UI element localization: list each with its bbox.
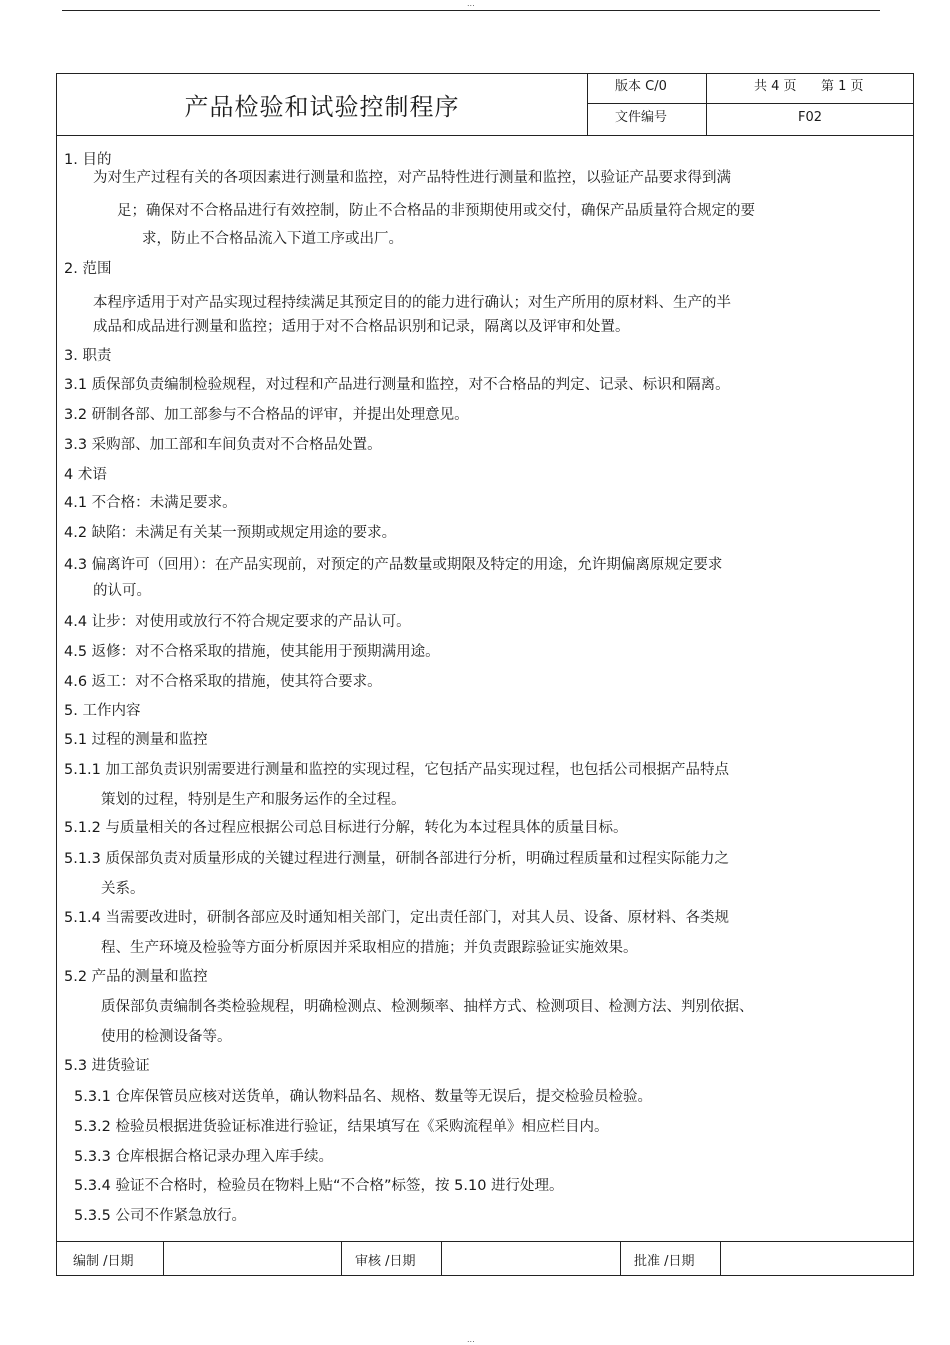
- body-line: 质保部负责编制各类检验规程，明确检测点、检测频率、抽样方式、检测项目、检测方法、判别依据、: [101, 999, 754, 1015]
- body-line: 4.3 偏离许可（回用）：在产品实现前，对预定的产品数量或期限及特定的用途，允许期偏离原规定要求: [64, 557, 723, 573]
- page-current: 第 1 页: [821, 79, 864, 94]
- document-title: 产品检验和试验控制程序: [184, 93, 460, 121]
- body-line: 5. 工作内容: [64, 703, 141, 719]
- top-page-marker: ...: [467, 0, 475, 8]
- header-bottom-rule: [57, 135, 914, 136]
- body-line: 5.1 过程的测量和监控: [64, 732, 208, 748]
- document-frame: [56, 73, 914, 1276]
- body-line: 4.4 让步：对使用或放行不符合规定要求的产品认可。: [64, 614, 411, 630]
- body-line: 程、生产环境及检验等方面分析原因并采取相应的措施；并负责跟踪验证实施效果。: [101, 940, 638, 956]
- body-line: 3.1 质保部负责编制检验规程，对过程和产品进行测量和监控，对不合格品的判定、记录、标识和隔离。: [64, 377, 730, 393]
- footer-divider: [441, 1241, 442, 1276]
- top-rule: [62, 10, 880, 11]
- body-line: 5.2 产品的测量和监控: [64, 969, 208, 985]
- bottom-page-marker: ...: [467, 1335, 475, 1344]
- body-line: 足；确保对不合格品进行有效控制，防止不合格品的非预期使用或交付，确保产品质量符合规定的要: [117, 203, 755, 219]
- body-line: 3.3 采购部、加工部和车间负责对不合格品处置。: [64, 437, 382, 453]
- body-line: 求，防止不合格品流入下道工序或出厂。: [142, 231, 403, 247]
- body-line: 成品和成品进行测量和监控；适用于对不合格品识别和记录，隔离以及评审和处置。: [93, 319, 630, 335]
- body-line: 为对生产过程有关的各项因素进行测量和监控，对产品特性进行测量和监控，以验证产品要求得到满: [93, 170, 731, 186]
- doc-number-value: F02: [798, 110, 823, 125]
- header-divider: [706, 74, 707, 135]
- footer-divider: [620, 1241, 621, 1276]
- footer-top-rule: [57, 1241, 914, 1242]
- body-line: 5.3.3 仓库根据合格记录办理入库手续。: [74, 1149, 334, 1165]
- version-label: 版本 C/0: [615, 79, 667, 94]
- body-line: 2. 范围: [64, 261, 112, 277]
- footer-divider: [163, 1241, 164, 1276]
- body-line: 4.6 返工：对不合格采取的措施，使其符合要求。: [64, 674, 382, 690]
- body-line: 5.1.4 当需要改进时，研制各部应及时通知相关部门，定出责任部门，对其人员、设备、原材料、各类规: [64, 910, 729, 926]
- body-line: 策划的过程，特别是生产和服务运作的全过程。: [101, 792, 406, 808]
- header-divider: [587, 74, 588, 135]
- header-divider: [587, 103, 914, 104]
- reviewed-by-label: 审核 /日期: [355, 1254, 416, 1269]
- body-line: 5.1.3 质保部负责对质量形成的关键过程进行测量，研制各部进行分析，明确过程质量和过程实际能力之: [64, 851, 729, 867]
- footer-divider: [720, 1241, 721, 1276]
- body-line: 3.2 研制各部、加工部参与不合格品的评审，并提出处理意见。: [64, 407, 469, 423]
- body-line: 1. 目的: [64, 152, 112, 168]
- body-line: 5.3.1 仓库保管员应核对送货单，确认物料品名、规格、数量等无误后，提交检验员检验。: [74, 1089, 652, 1105]
- body-line: 使用的检测设备等。: [101, 1029, 232, 1045]
- body-line: 本程序适用于对产品实现过程持续满足其预定目的的能力进行确认；对生产所用的原材料、生产的半: [93, 295, 731, 311]
- body-line: 3. 职责: [64, 348, 112, 364]
- body-line: 5.3.2 检验员根据进货验证标准进行验证，结果填写在《采购流程单》相应栏目内。: [74, 1119, 609, 1135]
- body-line: 4.1 不合格：未满足要求。: [64, 495, 237, 511]
- body-line: 5.3 进货验证: [64, 1058, 150, 1074]
- body-line: 5.3.4 验证不合格时，检验员在物料上贴“不合格”标签，按 5.10 进行处理。: [74, 1178, 564, 1194]
- prepared-by-label: 编制 /日期: [73, 1254, 134, 1269]
- pages-total: 共 4 页: [754, 79, 797, 94]
- body-line: 4 术语: [64, 467, 107, 483]
- body-line: 5.1.1 加工部负责识别需要进行测量和监控的实现过程，它包括产品实现过程，也包括公司根据产品特点: [64, 762, 729, 778]
- doc-number-label: 文件编号: [615, 110, 668, 125]
- body-line: 5.3.5 公司不作紧急放行。: [74, 1208, 247, 1224]
- body-line: 4.2 缺陷：未满足有关某一预期或规定用途的要求。: [64, 525, 397, 541]
- body-line: 的认可。: [93, 583, 151, 599]
- footer-divider: [341, 1241, 342, 1276]
- body-line: 4.5 返修：对不合格采取的措施，使其能用于预期满用途。: [64, 644, 440, 660]
- approved-by-label: 批准 /日期: [634, 1254, 695, 1269]
- body-line: 5.1.2 与质量相关的各过程应根据公司总目标进行分解，转化为本过程具体的质量目标。: [64, 820, 628, 836]
- body-line: 关系。: [101, 881, 145, 897]
